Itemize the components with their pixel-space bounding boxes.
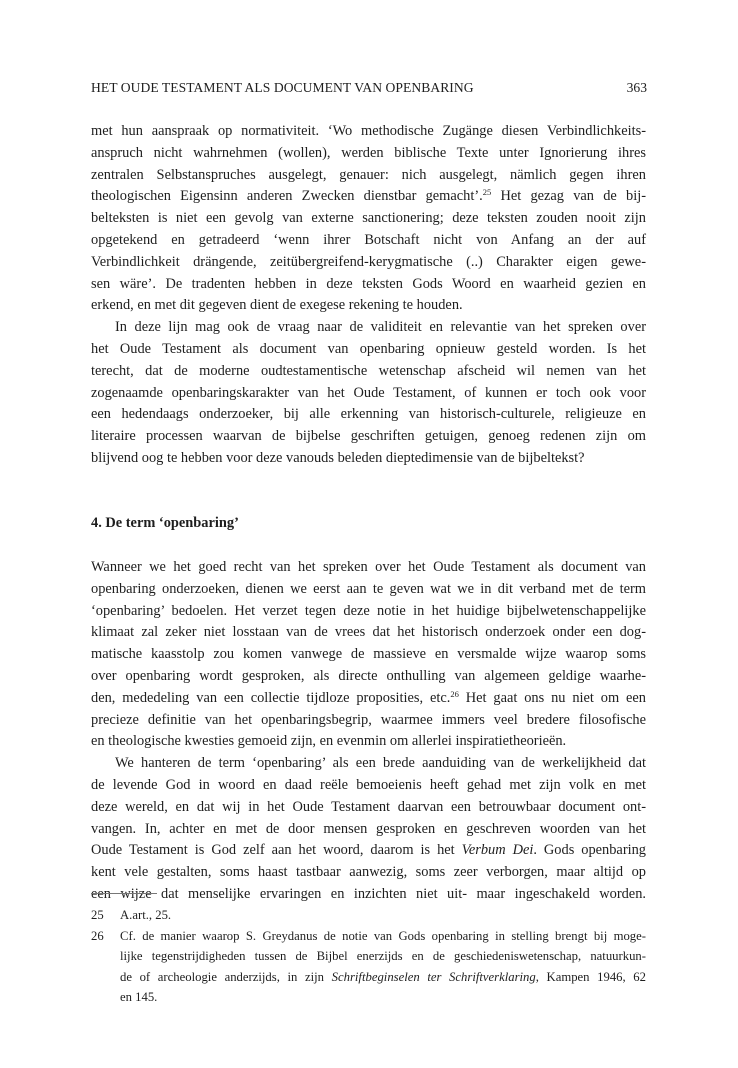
text-line: Verbindlichkeit drängende, zeitübergreifend-kerygmatische (..) Charakter eigen gewe-: [91, 253, 646, 270]
text-line: deze wereld, en dat wij in het Oude Testament daarvan een betrouwbaar document ont-: [91, 798, 646, 815]
italic-term: Verbum Dei: [461, 842, 534, 859]
text-line: vangen. In, achter en met de door mensen gesproken en geschreven woorden van het: [91, 820, 646, 837]
text-line: blijvend oog te hebben voor deze vanouds beleden dieptedimensie van de bijbeltekst?: [91, 449, 585, 466]
text-line: kent vele gestalten, soms haast tastbaar aanwezig, soms zeer verborgen, maar altijd op: [91, 864, 646, 881]
text-line: met hun aanspraak op normativiteit. ‘Wo methodische Zugänge diesen Verbindlichkeits-: [91, 123, 646, 139]
page-number: 363: [626, 80, 647, 95]
running-header-title: HET OUDE TESTAMENT ALS DOCUMENT VAN OPENBARING: [91, 80, 474, 95]
footnote-26: [91, 926, 646, 947]
text-span: de of archeologie anderzijds, in zijn: [120, 969, 332, 984]
text-span: theologischen Eigensinn anderen Zwecken dienstbar gemacht’.: [91, 188, 483, 205]
text-line: literaire processen waarvan de bijbelse geschriften getuigen, genoeg redenen zijn om: [91, 428, 646, 445]
footnote-ref-25[interactable]: 25: [482, 187, 492, 198]
section-heading: 4. De term ‘openbaring’: [91, 515, 239, 532]
text-line: openbaring onderzoeken, dienen we eerst aan te geven wat we in dit verband met de term: [91, 580, 646, 597]
text-span: Oude Testament is God zelf aan het woord, daarom is het: [91, 842, 462, 859]
text-line: het Oude Testament als document van openbaring opnieuw gesteld worden. Is het: [91, 340, 646, 357]
text-line: een hedendaags onderzoeker, bij alle erkenning van historisch-culturele, religieuze en: [91, 406, 646, 423]
footnote-line: [91, 967, 646, 988]
section-spacer: [91, 470, 646, 514]
text-span: den, mededeling van een collectie tijdloze proposities, etc.: [91, 689, 451, 706]
paragraph-3: [91, 557, 646, 753]
text-line: In deze lijn mag ook de vraag naar de validiteit en relevantie van het spreken over: [115, 319, 646, 336]
text-line: precieze definitie van het openbaringsbegrip, waarmee immers veel bredere filosofische: [91, 711, 646, 728]
text-line: opgetekend en getradeerd ‘wenn ihrer Botschaft nicht von Anfang an der auf: [91, 231, 646, 248]
text-line: sen wäre’. De tradenten hebben in deze teksten Gods Woord en waarheid gezien en: [91, 275, 646, 292]
text-line: zentralen Selbstanspruches ausgelegt, genauer: nich ausgelegt, nämlich gegen ihren: [91, 166, 646, 183]
main-text: [91, 121, 646, 906]
footnote-ref-26[interactable]: 26: [450, 688, 459, 699]
footnote-number: 26: [91, 928, 104, 943]
footnote-text: Cf. de manier waarop S. Greydanus de notie van Gods openbaring in stelling brengt bij moge-: [120, 928, 646, 943]
text-line: matische kaasstolp zou komen vanwege de massieve en versmalde wijze waarop soms: [91, 646, 646, 663]
text-line: [91, 186, 646, 208]
paragraph-1: [91, 121, 646, 317]
footnote-number: 25: [91, 908, 104, 922]
text-line: We hanteren de term ‘openbaring’ als een brede aanduiding van de werkelijkheid dat: [115, 755, 646, 772]
text-line: terecht, dat de moderne oudtestamentische wetenschap afscheid wil nemen van het: [91, 362, 646, 379]
text-line: en theologische kwesties gemoeid zijn, en evenmin om allerlei inspiratietheorieën.: [91, 733, 567, 750]
text-line: ‘openbaring’ bedoelen. Het verzet tegen deze notie in het huidige bijbelwetenschappelijke: [91, 602, 646, 619]
text-line: de levende God in woord en daad reële bemoeienis heeft gehad met zijn volk en met: [91, 776, 646, 793]
text-span: . Gods openbaring: [533, 842, 647, 859]
text-line: anspruch nicht wahrnehmen (wollen), werden biblische Texte unter Ignorierung ihres: [91, 144, 646, 161]
text-line: klimaat zal zeker niet losstaan van de vrees dat het historisch onderzoek onder een dog-: [91, 624, 646, 641]
text-line: over openbaring wordt gesproken, als directe onthulling van algemeen geldige waarhe-: [91, 667, 646, 684]
text-span: Het gezag van de bij-: [491, 188, 646, 205]
text-line: Wanneer we het goed recht van het spreken over het Oude Testament als document van: [91, 558, 646, 575]
footnote-line: lijke tegenstrijdigheden tussen de Bijbel enerzijds en de geschiedeniswetenschap, natuurkun-: [120, 949, 646, 963]
footnote-25: [91, 905, 646, 926]
text-span: , Kampen 1946, 62: [535, 969, 646, 984]
paragraph-4: [91, 753, 646, 906]
footnote-text: A.art., 25.: [120, 908, 172, 922]
footnote-line: en 145.: [120, 990, 158, 1004]
footnote-divider: [91, 893, 157, 894]
section-spacer: [91, 535, 646, 557]
text-line: [91, 688, 646, 710]
paragraph-2: [91, 317, 646, 470]
text-line: erkend, en met dit gegeven dient de exegese rekening te houden.: [91, 297, 463, 314]
footnotes: [91, 905, 646, 1008]
text-line: een wijze dat menselijke ervaringen en inzichten niet uit- maar ingeschakeld worden.: [91, 885, 646, 902]
book-title: Schriftbeginselen ter Schriftverklaring: [331, 969, 536, 984]
text-line: [91, 840, 646, 862]
text-line: belteksten is niet een gevolg van externe sanctionering; deze teksten zouden nooit zijn: [91, 210, 646, 227]
text-line: zogenaamde openbaringskarakter van het Oude Testament, of kunnen er toch ook voor: [91, 384, 646, 401]
text-span: Het gaat ons nu niet om een: [458, 689, 646, 706]
